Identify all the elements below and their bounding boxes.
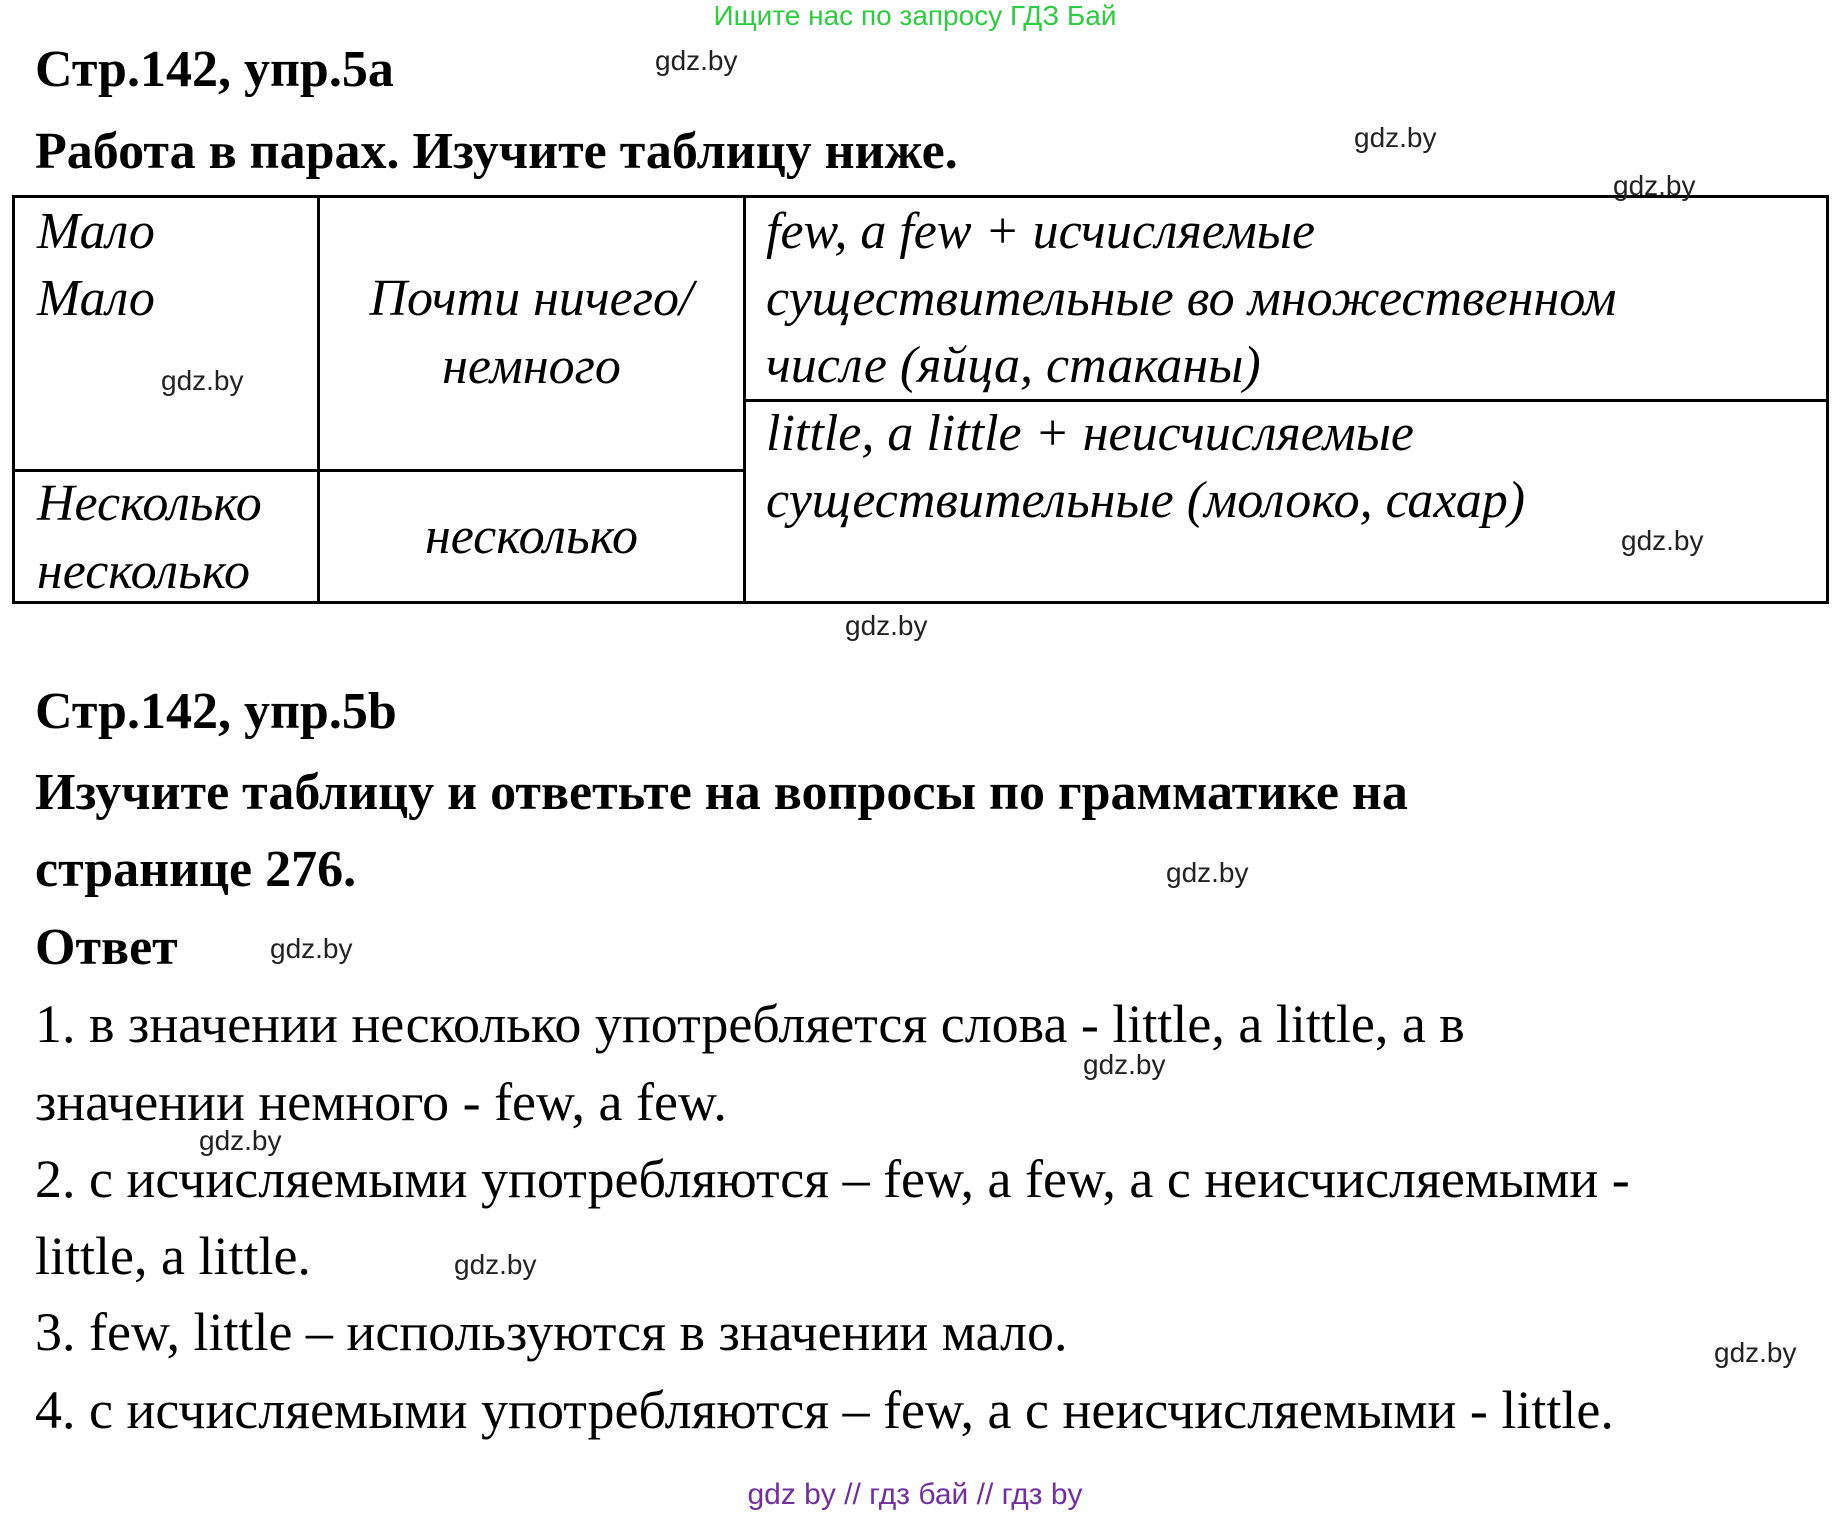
watermark: gdz.by <box>199 1125 282 1156</box>
cell-nemnogo: немного <box>442 338 621 395</box>
cell-few-1: few, a few + исчисляемые <box>766 203 1316 260</box>
cell-malo-1: Мало <box>37 203 155 260</box>
section-b-title: Стр.142, упр.5b <box>35 683 397 740</box>
cell-neskolko-2: несколько <box>37 543 251 600</box>
watermark: gdz.by <box>845 610 928 641</box>
section-b-task-line: странице 276. <box>35 841 357 898</box>
answer-label: Ответ <box>35 919 178 976</box>
watermark: gdz.by <box>1613 170 1696 201</box>
answer-line: 3. few, little – используются в значении мало. <box>35 1302 1068 1362</box>
section-a-task: Работа в парах. Изучите таблицу ниже. <box>35 123 958 180</box>
answer-line: little, a little. <box>35 1226 311 1286</box>
cell-neskolko-3: несколько <box>424 508 638 565</box>
footer-link[interactable]: gdz by // гдз бай // гдз by <box>747 1478 1083 1511</box>
cell-pochti: Почти ничего/ <box>369 270 694 327</box>
grammar-table <box>12 195 1829 604</box>
watermark: gdz.by <box>1621 525 1704 556</box>
cell-few-3: числе (яйца, стаканы) <box>766 337 1261 394</box>
watermark: gdz.by <box>270 933 353 964</box>
answer-line: значении немного - few, a few. <box>35 1072 727 1132</box>
watermark: gdz.by <box>161 365 244 396</box>
watermark: gdz.by <box>1714 1337 1797 1368</box>
cell-few-2: существительные во множественном <box>766 270 1617 327</box>
section-b-task-line: Изучите таблицу и ответьте на вопросы по грамматике на <box>35 764 1408 821</box>
watermark: gdz.by <box>454 1249 537 1280</box>
watermark: gdz.by <box>655 45 738 76</box>
watermark: gdz.by <box>1083 1049 1166 1080</box>
answer-line: 2. с исчисляемыми употребляются – few, a few, а с неисчисляемыми - <box>35 1149 1630 1209</box>
cell-malo-2: Мало <box>37 270 155 327</box>
cell-little-1: little, a little + неисчисляемые <box>766 405 1414 462</box>
cell-little-2: существительные (молоко, сахар) <box>766 472 1526 529</box>
answer-line: 4. с исчисляемыми употребляются – few, а с неисчисляемыми - little. <box>35 1380 1614 1440</box>
watermark: gdz.by <box>1166 857 1249 888</box>
cell-neskolko-1: Несколько <box>37 475 262 532</box>
watermark: gdz.by <box>1354 122 1437 153</box>
section-a-title: Стр.142, упр.5а <box>35 41 394 98</box>
top-banner: Ищите нас по запросу ГДЗ Бай <box>713 0 1117 31</box>
answer-line: 1. в значении несколько употребляется слова - little, a little, а в <box>35 994 1465 1054</box>
